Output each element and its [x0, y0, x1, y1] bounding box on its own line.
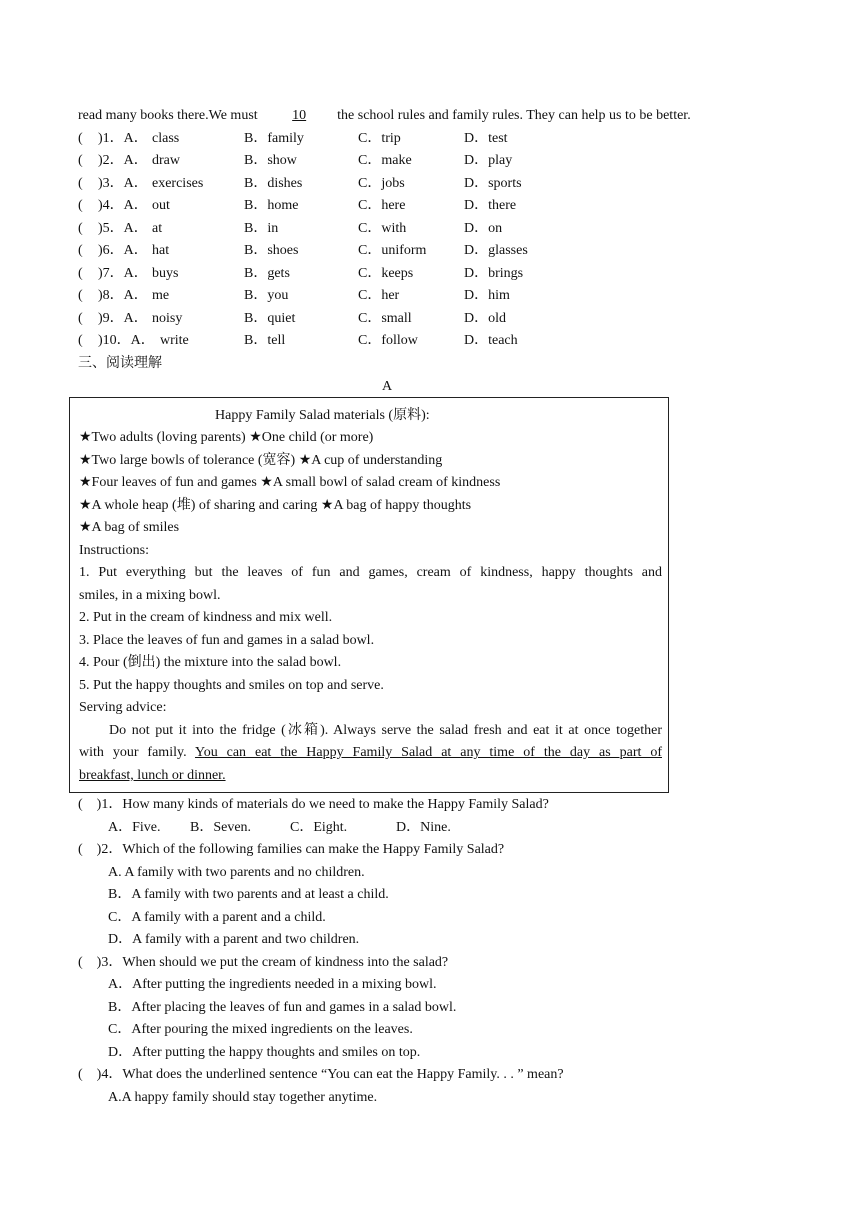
option-a: hat	[152, 243, 170, 258]
option-a: A．Five.	[108, 820, 161, 835]
materials-line: ★Two large bowls of tolerance (宽容) ★A cup of understanding	[79, 453, 443, 468]
option-c: C．After pouring the mixed ingredients on the leaves.	[108, 1022, 413, 1037]
reading-question-3	[78, 954, 448, 972]
option-d: D．After putting the happy thoughts and smiles on top.	[108, 1045, 421, 1060]
serving-advice-label: Serving advice:	[79, 700, 167, 715]
blank-10: 10	[292, 108, 307, 123]
answer-paren: (	[78, 153, 83, 168]
option-b: B．gets	[244, 266, 290, 281]
option-c: C．make	[358, 153, 412, 168]
answer-paren: (	[78, 955, 83, 970]
option-c: C．here	[358, 198, 406, 213]
question-number: )6．A．	[98, 243, 148, 258]
reading-question-4	[78, 1066, 564, 1084]
answer-paren: (	[78, 243, 83, 258]
question-stem: )4．What does the underlined sentence “You can eat the Happy Family. . . ” mean?	[96, 1067, 564, 1082]
cloze-row	[78, 220, 758, 238]
answer-paren: (	[78, 1067, 83, 1082]
option-a: A. A family with two parents and no children.	[108, 865, 365, 880]
materials-line: ★A bag of smiles	[79, 520, 180, 535]
reading-question-1	[78, 796, 549, 814]
instruction-step-1-cont: smiles, in a mixing bowl.	[79, 588, 221, 603]
option-b: B．dishes	[244, 176, 303, 191]
option-d: D．old	[464, 311, 506, 326]
option-b: B．A family with two parents and at least a child.	[108, 887, 389, 902]
option-d: D．teach	[464, 333, 518, 348]
option-a: draw	[152, 153, 180, 168]
passage-last-line	[78, 107, 691, 125]
question-stem: )1．How many kinds of materials do we need to make the Happy Family Salad?	[96, 797, 549, 812]
passage-text-after: the school rules and family rules. They can help us to be better.	[337, 108, 691, 123]
materials-line: ★Four leaves of fun and games ★A small bowl of salad cream of kindness	[79, 475, 501, 490]
option-d: D．on	[464, 221, 503, 236]
underlined-sentence: You can eat the Happy Family Salad at any time of the day as part of	[194, 745, 662, 760]
option-c: C．uniform	[358, 243, 427, 258]
serving-advice-line-1: Do not put it into the fridge (冰箱). Always serve the salad fresh and eat it at once together	[109, 723, 662, 738]
question-number: )10．A．	[98, 333, 155, 348]
option-b: B．After placing the leaves of fun and games in a salad bowl.	[108, 1000, 457, 1015]
question-number: )9．A．	[98, 311, 148, 326]
option-d: D．glasses	[464, 243, 528, 258]
option-a: buys	[152, 266, 179, 281]
option-a: A.A happy family should stay together anytime.	[108, 1090, 378, 1105]
answer-paren: (	[78, 311, 83, 326]
advice-plain-text: with your family.	[79, 745, 195, 760]
option-a: exercises	[152, 176, 204, 191]
option-d: D．play	[464, 153, 513, 168]
question-number: )7．A．	[98, 266, 148, 281]
instruction-step-3: 3. Place the leaves of fun and games in a salad bowl.	[79, 633, 375, 648]
option-b: B．tell	[244, 333, 286, 348]
option-a: class	[152, 131, 180, 146]
answer-paren: (	[78, 797, 83, 812]
question-number: )1．A．	[98, 131, 148, 146]
option-a: noisy	[152, 311, 183, 326]
option-c: C．A family with a parent and a child.	[108, 910, 326, 925]
answer-paren: (	[78, 131, 83, 146]
option-d: D．him	[464, 288, 510, 303]
materials-line: ★A whole heap (堆) of sharing and caring ★A bag of happy thoughts	[79, 498, 472, 513]
cloze-row	[78, 152, 758, 170]
option-a: me	[152, 288, 170, 303]
cloze-row	[78, 310, 758, 328]
section-title: 三、阅读理解	[78, 356, 162, 371]
option-a: at	[152, 221, 163, 236]
option-b: B．you	[244, 288, 289, 303]
instruction-step-1: 1. Put everything but the leaves of fun and games, cream of kindness, happy thoughts and	[79, 565, 662, 580]
option-b: B．show	[244, 153, 297, 168]
serving-advice-line-2	[79, 744, 662, 762]
answer-paren: (	[78, 176, 83, 191]
recipe-box	[69, 397, 669, 793]
answer-paren: (	[78, 198, 83, 213]
question-stem: )2．Which of the following families can make the Happy Family Salad?	[96, 842, 505, 857]
answer-paren: (	[78, 288, 83, 303]
option-c: C．with	[358, 221, 407, 236]
option-b: B．home	[244, 198, 299, 213]
underlined-sentence-cont: breakfast, lunch or dinner.	[79, 768, 226, 783]
cloze-row	[78, 175, 758, 193]
cloze-row	[78, 332, 758, 350]
instruction-step-4: 4. Pour (倒出) the mixture into the salad bowl.	[79, 655, 342, 670]
option-a: write	[160, 333, 189, 348]
option-c: C．follow	[358, 333, 418, 348]
option-b: B．quiet	[244, 311, 296, 326]
instruction-step-5: 5. Put the happy thoughts and smiles on top and serve.	[79, 678, 384, 693]
cloze-row	[78, 197, 758, 215]
option-b: B．family	[244, 131, 304, 146]
answer-paren: (	[78, 266, 83, 281]
reading-question-2	[78, 841, 504, 859]
option-d: D．brings	[464, 266, 524, 281]
option-a: out	[152, 198, 170, 213]
cloze-row	[78, 265, 758, 283]
question-1-options	[108, 819, 528, 837]
instruction-step-2: 2. Put in the cream of kindness and mix well.	[79, 610, 333, 625]
option-c: C．keeps	[358, 266, 414, 281]
option-b: B．Seven.	[190, 820, 252, 835]
question-number: )5．A．	[98, 221, 148, 236]
answer-paren: (	[78, 333, 83, 348]
passage-text-before: read many books there.We must	[78, 108, 262, 123]
question-number: )8．A．	[98, 288, 148, 303]
option-d: D．there	[464, 198, 517, 213]
question-number: )2．A．	[98, 153, 148, 168]
question-number: )4．A．	[98, 198, 148, 213]
answer-paren: (	[78, 842, 83, 857]
option-c: C．Eight.	[290, 820, 348, 835]
cloze-row	[78, 242, 758, 260]
option-d: D．sports	[464, 176, 522, 191]
option-c: C．trip	[358, 131, 401, 146]
option-b: B．shoes	[244, 243, 299, 258]
option-d: D．A family with a parent and two children.	[108, 932, 360, 947]
question-number: )3．A．	[98, 176, 148, 191]
option-a: A．After putting the ingredients needed in a mixing bowl.	[108, 977, 437, 992]
option-c: C．small	[358, 311, 412, 326]
cloze-row	[78, 130, 758, 148]
passage-label: A	[382, 379, 393, 394]
recipe-title: Happy Family Salad materials (原料):	[215, 408, 430, 423]
instructions-label: Instructions:	[79, 543, 149, 558]
option-c: C．jobs	[358, 176, 405, 191]
answer-paren: (	[78, 221, 83, 236]
option-d: D．test	[464, 131, 508, 146]
question-stem: )3．When should we put the cream of kindness into the salad?	[96, 955, 449, 970]
materials-line: ★Two adults (loving parents) ★One child (or more)	[79, 430, 374, 445]
option-b: B．in	[244, 221, 279, 236]
cloze-row	[78, 287, 758, 305]
option-c: C．her	[358, 288, 400, 303]
option-d: D．Nine.	[396, 820, 451, 835]
